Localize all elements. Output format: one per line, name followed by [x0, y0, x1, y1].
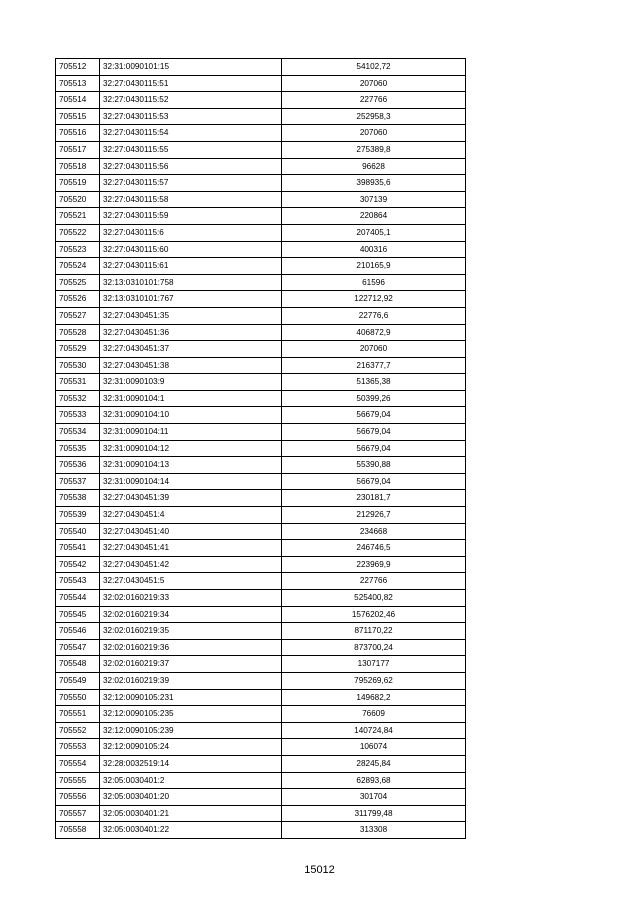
- row-id-cell: 705513: [56, 75, 100, 92]
- value-cell: 140724,84: [282, 722, 466, 739]
- cadastral-number-cell: 32:27:0430451:35: [100, 307, 282, 324]
- table-row: [56, 457, 466, 474]
- row-id-cell: 705543: [56, 573, 100, 590]
- value-cell: 76609: [282, 706, 466, 723]
- cadastral-number-cell: 32:31:0090104:14: [100, 473, 282, 490]
- table-row: [56, 357, 466, 374]
- cadastral-number-cell: 32:02:0160219:34: [100, 606, 282, 623]
- value-cell: 56679,04: [282, 440, 466, 457]
- row-id-cell: 705529: [56, 341, 100, 358]
- row-id-cell: 705535: [56, 440, 100, 457]
- row-id-cell: 705533: [56, 407, 100, 424]
- table-row: [56, 689, 466, 706]
- table-row: [56, 108, 466, 125]
- table-row: [56, 672, 466, 689]
- row-id-cell: 705527: [56, 307, 100, 324]
- row-id-cell: 705554: [56, 755, 100, 772]
- value-cell: 1576202,46: [282, 606, 466, 623]
- cadastral-number-cell: 32:05:0030401:20: [100, 789, 282, 806]
- value-cell: 1307177: [282, 656, 466, 673]
- value-cell: 122712,92: [282, 291, 466, 308]
- value-cell: 55390,88: [282, 457, 466, 474]
- table-row: [56, 523, 466, 540]
- value-cell: 313308: [282, 822, 466, 839]
- cadastral-number-cell: 32:31:0090104:10: [100, 407, 282, 424]
- row-id-cell: 705518: [56, 158, 100, 175]
- cadastral-number-cell: 32:02:0160219:36: [100, 639, 282, 656]
- cadastral-number-cell: 32:31:0090104:1: [100, 390, 282, 407]
- table-row: [56, 656, 466, 673]
- value-cell: 51365,38: [282, 374, 466, 391]
- cadastral-number-cell: 32:05:0030401:2: [100, 772, 282, 789]
- row-id-cell: 705553: [56, 739, 100, 756]
- cadastral-number-cell: 32:27:0430451:39: [100, 490, 282, 507]
- row-id-cell: 705516: [56, 125, 100, 142]
- table-row: [56, 789, 466, 806]
- row-id-cell: 705551: [56, 706, 100, 723]
- value-cell: 62893,68: [282, 772, 466, 789]
- cadastral-number-cell: 32:31:0090104:12: [100, 440, 282, 457]
- row-id-cell: 705558: [56, 822, 100, 839]
- cadastral-number-cell: 32:27:0430115:55: [100, 141, 282, 158]
- row-id-cell: 705539: [56, 507, 100, 524]
- row-id-cell: 705549: [56, 672, 100, 689]
- cadastral-number-cell: 32:02:0160219:33: [100, 590, 282, 607]
- table-row: [56, 606, 466, 623]
- row-id-cell: 705532: [56, 390, 100, 407]
- table-row: [56, 473, 466, 490]
- cadastral-number-cell: 32:27:0430115:53: [100, 108, 282, 125]
- cadastral-number-cell: 32:31:0090101:15: [100, 59, 282, 76]
- cadastral-number-cell: 32:12:0090105:24: [100, 739, 282, 756]
- value-cell: 54102,72: [282, 59, 466, 76]
- cadastral-number-cell: 32:12:0090105:239: [100, 722, 282, 739]
- value-cell: 216377,7: [282, 357, 466, 374]
- table-row: [56, 407, 466, 424]
- value-cell: 227766: [282, 573, 466, 590]
- row-id-cell: 705534: [56, 424, 100, 441]
- value-cell: 223969,9: [282, 556, 466, 573]
- cadastral-number-cell: 32:13:0310101:758: [100, 274, 282, 291]
- page-number: 15012: [304, 864, 335, 876]
- row-id-cell: 705540: [56, 523, 100, 540]
- value-cell: 400316: [282, 241, 466, 258]
- table-row: [56, 92, 466, 109]
- row-id-cell: 705523: [56, 241, 100, 258]
- row-id-cell: 705552: [56, 722, 100, 739]
- table-row: [56, 307, 466, 324]
- cadastral-number-cell: 32:27:0430451:38: [100, 357, 282, 374]
- table-row: [56, 59, 466, 76]
- table-row: [56, 540, 466, 557]
- value-cell: 106074: [282, 739, 466, 756]
- table-row: [56, 507, 466, 524]
- table-row: [56, 191, 466, 208]
- row-id-cell: 705522: [56, 224, 100, 241]
- cadastral-number-cell: 32:27:0430451:40: [100, 523, 282, 540]
- value-cell: 246746,5: [282, 540, 466, 557]
- row-id-cell: 705538: [56, 490, 100, 507]
- table-row: [56, 722, 466, 739]
- value-cell: 212926,7: [282, 507, 466, 524]
- value-cell: 96628: [282, 158, 466, 175]
- table-row: [56, 390, 466, 407]
- row-id-cell: 705521: [56, 208, 100, 225]
- table-row: [56, 639, 466, 656]
- value-cell: 210165,9: [282, 258, 466, 275]
- cadastral-number-cell: 32:27:0430115:54: [100, 125, 282, 142]
- value-cell: 207060: [282, 341, 466, 358]
- cadastral-number-cell: 32:27:0430115:51: [100, 75, 282, 92]
- table-row: [56, 125, 466, 142]
- cadastral-number-cell: 32:02:0160219:39: [100, 672, 282, 689]
- row-id-cell: 705519: [56, 175, 100, 192]
- row-id-cell: 705557: [56, 805, 100, 822]
- value-cell: 311799,48: [282, 805, 466, 822]
- row-id-cell: 705536: [56, 457, 100, 474]
- value-cell: 207060: [282, 125, 466, 142]
- cadastral-number-cell: 32:02:0160219:35: [100, 623, 282, 640]
- value-cell: 406872,9: [282, 324, 466, 341]
- registry-table: [55, 58, 466, 839]
- table-row: [56, 158, 466, 175]
- value-cell: 207060: [282, 75, 466, 92]
- value-cell: 234668: [282, 523, 466, 540]
- row-id-cell: 705544: [56, 590, 100, 607]
- value-cell: 795269,62: [282, 672, 466, 689]
- cadastral-number-cell: 32:05:0030401:22: [100, 822, 282, 839]
- table-row: [56, 623, 466, 640]
- cadastral-number-cell: 32:27:0430115:57: [100, 175, 282, 192]
- cadastral-number-cell: 32:05:0030401:21: [100, 805, 282, 822]
- value-cell: 252958,3: [282, 108, 466, 125]
- row-id-cell: 705526: [56, 291, 100, 308]
- cadastral-number-cell: 32:27:0430451:42: [100, 556, 282, 573]
- cadastral-number-cell: 32:27:0430451:5: [100, 573, 282, 590]
- row-id-cell: 705515: [56, 108, 100, 125]
- table-row: [56, 755, 466, 772]
- value-cell: 56679,04: [282, 424, 466, 441]
- table-row: [56, 274, 466, 291]
- row-id-cell: 705528: [56, 324, 100, 341]
- table-row: [56, 490, 466, 507]
- table-row: [56, 291, 466, 308]
- value-cell: 207405,1: [282, 224, 466, 241]
- table-row: [56, 573, 466, 590]
- cadastral-number-cell: 32:31:0090104:11: [100, 424, 282, 441]
- value-cell: 61596: [282, 274, 466, 291]
- cadastral-number-cell: 32:27:0430115:60: [100, 241, 282, 258]
- value-cell: 56679,04: [282, 473, 466, 490]
- row-id-cell: 705525: [56, 274, 100, 291]
- row-id-cell: 705541: [56, 540, 100, 557]
- row-id-cell: 705545: [56, 606, 100, 623]
- cadastral-number-cell: 32:28:0032519:14: [100, 755, 282, 772]
- table-row: [56, 822, 466, 839]
- value-cell: 227766: [282, 92, 466, 109]
- value-cell: 307139: [282, 191, 466, 208]
- table-row: [56, 75, 466, 92]
- row-id-cell: 705514: [56, 92, 100, 109]
- cadastral-number-cell: 32:31:0090104:13: [100, 457, 282, 474]
- row-id-cell: 705555: [56, 772, 100, 789]
- row-id-cell: 705512: [56, 59, 100, 76]
- row-id-cell: 705531: [56, 374, 100, 391]
- value-cell: 28245,84: [282, 755, 466, 772]
- row-id-cell: 705556: [56, 789, 100, 806]
- table-row: [56, 739, 466, 756]
- cadastral-number-cell: 32:27:0430115:58: [100, 191, 282, 208]
- table-row: [56, 424, 466, 441]
- value-cell: 56679,04: [282, 407, 466, 424]
- table-row: [56, 590, 466, 607]
- row-id-cell: 705550: [56, 689, 100, 706]
- cadastral-number-cell: 32:27:0430451:41: [100, 540, 282, 557]
- table-row: [56, 324, 466, 341]
- cadastral-number-cell: 32:02:0160219:37: [100, 656, 282, 673]
- value-cell: 22776,6: [282, 307, 466, 324]
- cadastral-number-cell: 32:27:0430115:6: [100, 224, 282, 241]
- cadastral-number-cell: 32:13:0310101:767: [100, 291, 282, 308]
- row-id-cell: 705547: [56, 639, 100, 656]
- value-cell: 50399,26: [282, 390, 466, 407]
- row-id-cell: 705546: [56, 623, 100, 640]
- value-cell: 230181,7: [282, 490, 466, 507]
- table-row: [56, 772, 466, 789]
- value-cell: 398935,6: [282, 175, 466, 192]
- row-id-cell: 705537: [56, 473, 100, 490]
- table-row: [56, 224, 466, 241]
- cadastral-number-cell: 32:12:0090105:235: [100, 706, 282, 723]
- table-row: [56, 805, 466, 822]
- table-row: [56, 141, 466, 158]
- value-cell: 301704: [282, 789, 466, 806]
- table-row: [56, 175, 466, 192]
- row-id-cell: 705520: [56, 191, 100, 208]
- cadastral-number-cell: 32:27:0430451:36: [100, 324, 282, 341]
- row-id-cell: 705517: [56, 141, 100, 158]
- table-row: [56, 440, 466, 457]
- row-id-cell: 705530: [56, 357, 100, 374]
- value-cell: 220864: [282, 208, 466, 225]
- row-id-cell: 705548: [56, 656, 100, 673]
- cadastral-number-cell: 32:27:0430451:4: [100, 507, 282, 524]
- row-id-cell: 705542: [56, 556, 100, 573]
- cadastral-number-cell: 32:27:0430115:61: [100, 258, 282, 275]
- value-cell: 149682,2: [282, 689, 466, 706]
- table-row: [56, 341, 466, 358]
- table-row: [56, 706, 466, 723]
- cadastral-number-cell: 32:27:0430451:37: [100, 341, 282, 358]
- table-row: [56, 556, 466, 573]
- value-cell: 275389,8: [282, 141, 466, 158]
- table-row: [56, 241, 466, 258]
- value-cell: 873700,24: [282, 639, 466, 656]
- value-cell: 525400,82: [282, 590, 466, 607]
- table-row: [56, 374, 466, 391]
- table-row: [56, 258, 466, 275]
- cadastral-number-cell: 32:27:0430115:59: [100, 208, 282, 225]
- row-id-cell: 705524: [56, 258, 100, 275]
- cadastral-number-cell: 32:31:0090103:9: [100, 374, 282, 391]
- value-cell: 871170,22: [282, 623, 466, 640]
- cadastral-number-cell: 32:27:0430115:56: [100, 158, 282, 175]
- registry-table-body: [56, 59, 466, 839]
- cadastral-number-cell: 32:12:0090105:231: [100, 689, 282, 706]
- cadastral-number-cell: 32:27:0430115:52: [100, 92, 282, 109]
- table-row: [56, 208, 466, 225]
